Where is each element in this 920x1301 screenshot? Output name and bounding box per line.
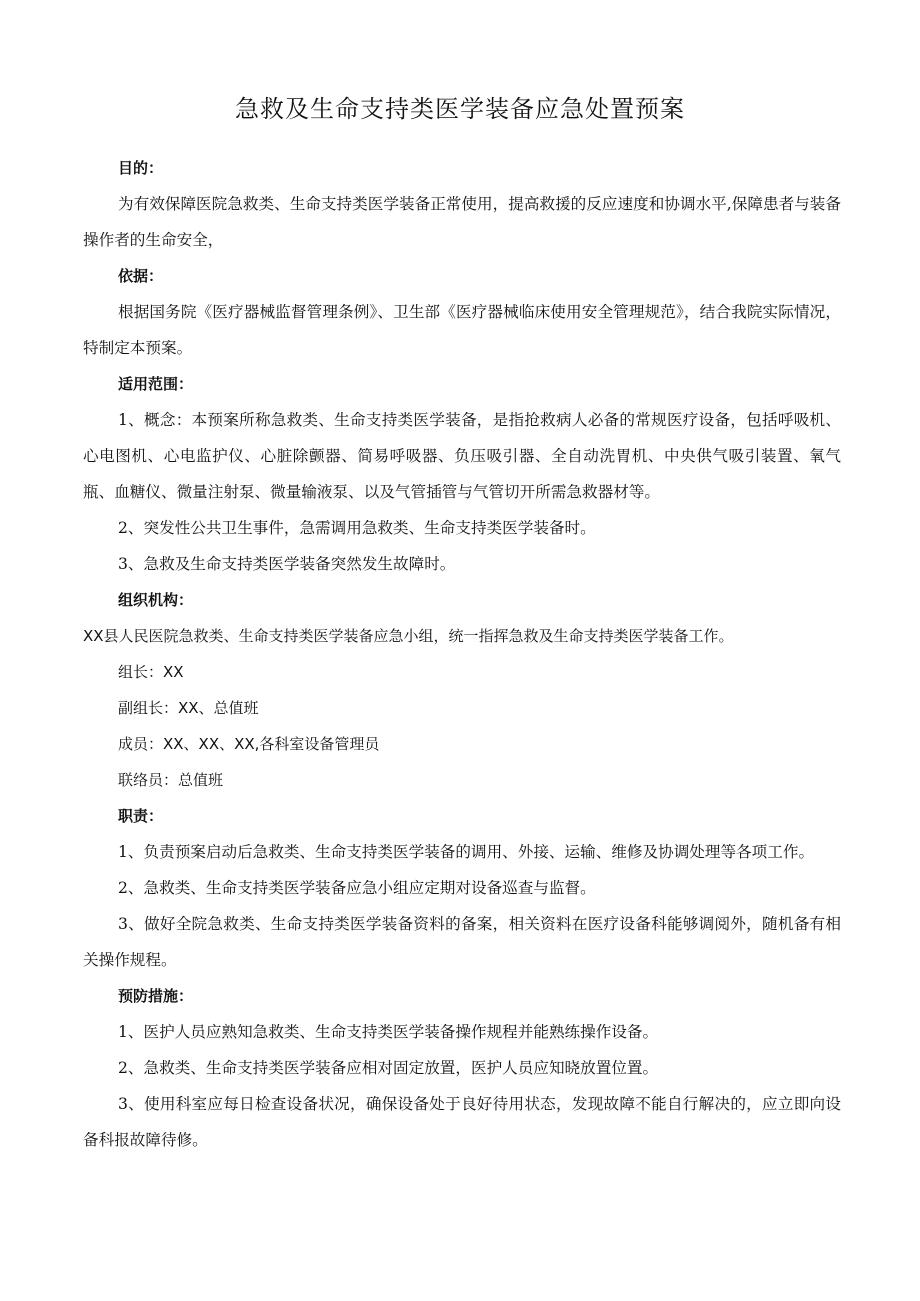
document-title: 急救及生命支持类医学装备应急处置预案 (235, 95, 685, 123)
duties-item: 3、做好全院急救类、生命支持类医学装备资料的备案，相关资料在医疗设备科能够调阅外，随机备有相关操作规程。 (83, 915, 841, 969)
section-organization (83, 582, 841, 798)
basis-text: 根据国务院《医疗器械监督管理条例》、卫生部《医疗器械临床使用安全管理规范》，结合我院实际情况，特制定本预案。 (83, 303, 841, 357)
section-heading-prevention: 预防措施： (118, 987, 194, 1005)
prevention-item: 2、急救类、生命支持类医学装备应相对固定放置，医护人员应知晓放置位置。 (118, 1059, 659, 1077)
section-prevention (83, 978, 841, 1158)
section-scope (83, 366, 841, 582)
section-heading-scope: 适用范围： (118, 375, 194, 393)
section-heading-duties: 职责： (118, 807, 164, 825)
purpose-text: 为有效保障医院急救类、生命支持类医学装备正常使用，提高救援的反应速度和协调水平,保障患者与装备操作者的生命安全， (83, 195, 841, 249)
prevention-item: 1、医护人员应熟知急救类、生命支持类医学装备操作规程并能熟练操作设备。 (118, 1023, 659, 1041)
section-purpose (83, 150, 841, 258)
section-duties (83, 798, 841, 978)
scope-item: 2、突发性公共卫生事件，急需调用急救类、生命支持类医学装备时。 (118, 519, 596, 537)
organization-deputy: 副组长：XX、总值班 (118, 699, 259, 717)
document-body (83, 150, 841, 1158)
organization-intro: XX县人民医院急救类、生命支持类医学装备应急小组，统一指挥急救及生命支持类医学装备工作。 (83, 627, 734, 645)
section-heading-basis: 依据： (118, 267, 164, 285)
organization-leader: 组长：XX (118, 663, 184, 681)
duties-item: 2、急救类、生命支持类医学装备应急小组应定期对设备巡查与监督。 (118, 879, 596, 897)
section-basis (83, 258, 841, 366)
organization-liaison: 联络员：总值班 (118, 771, 224, 789)
duties-item: 1、负责预案启动后急救类、生命支持类医学装备的调用、外接、运输、维修及协调处理等各项工作。 (118, 843, 815, 861)
section-heading-organization: 组织机构： (118, 591, 194, 609)
organization-members: 成员：XX、XX、XX,各科室设备管理员 (118, 735, 380, 753)
prevention-item: 3、使用科室应每日检查设备状况，确保设备处于良好待用状态，发现故障不能自行解决的，应立即向设备科报故障待修。 (83, 1095, 841, 1149)
scope-item: 3、急救及生命支持类医学装备突然发生故障时。 (118, 555, 456, 573)
scope-item: 1、概念：本预案所称急救类、生命支持类医学装备，是指抢救病人必备的常规医疗设备，包括呼吸机、心电图机、心电监护仪、心脏除颤器、简易呼吸器、负压吸引器、全自动洗胃机、中央供气吸引装置、氧气瓶、血糖仪、微量注射泵、微量输液泵、以及气管插管与气管切开所需急救器材等。 (83, 411, 841, 501)
section-heading-purpose: 目的： (118, 159, 164, 177)
